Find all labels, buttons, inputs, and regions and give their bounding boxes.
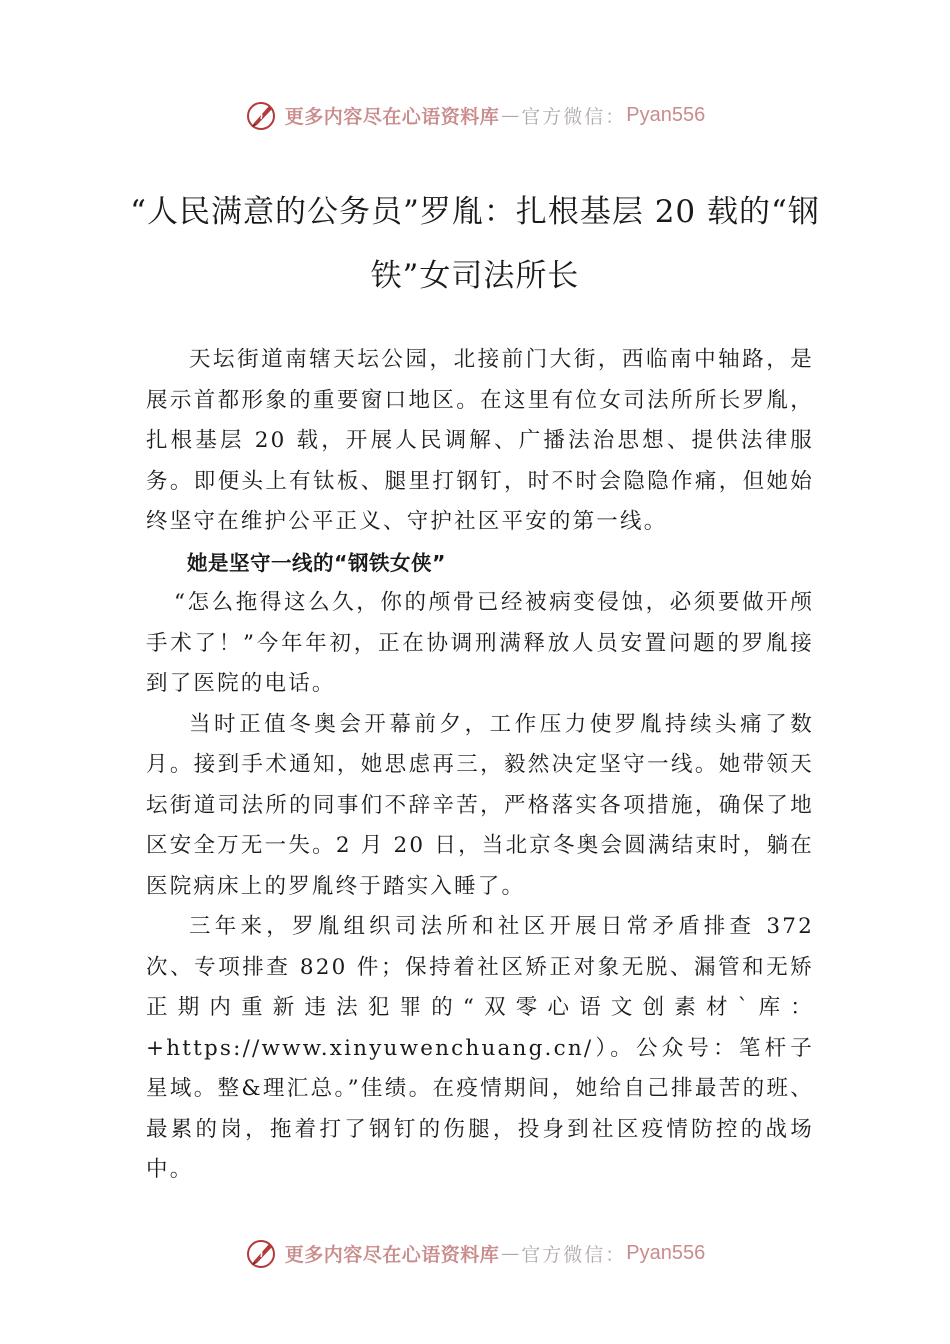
- banner-wechat-id: Pyan556: [626, 103, 706, 126]
- paragraph-winter-olympics: 当时正值冬奥会开幕前夕，工作压力使罗胤持续头痛了数月。接到手术通知，她思虑再三，毅然决定坚守一线。她带领天坛街道司法所的同事们不辞辛苦，严格落实各项措施，确保了地区安全万无一失。2 月 20 日，当北京冬奥会圆满结束时，躺在医院病床上的罗胤终于踏实入睡了。: [146, 711, 814, 899]
- paragraph-intro: 天坛街道南辖天坛公园，北接前门大街，西临南中轴路，是展示首都形象的重要窗口地区。在这里有位女司法所所长罗胤，扎根基层 20 载，开展人民调解、广播法治思想、提供法律服务。即便头上有钛板、腿里打钢钉，时不时会隐隐作痛，但她始终坚守在维护公平正义、守护社区平安的第一线。: [146, 347, 814, 534]
- section-heading: 她是坚守一线的“钢铁女侠”: [187, 550, 446, 575]
- document-title: “人民满意的公务员”罗胤：扎根基层 20 载的“钢铁”女司法所长: [130, 194, 820, 294]
- header-banner: [0, 95, 950, 135]
- footer-banner: [0, 1233, 950, 1273]
- document-body: [146, 340, 814, 1191]
- footer-wechat-label: 官方微信：: [521, 1243, 627, 1266]
- pen-logo-icon: [245, 98, 279, 132]
- banner-dash: —: [501, 104, 520, 126]
- pen-logo-icon: [245, 1236, 279, 1270]
- footer-brand: 更多内容尽在心语资料库: [284, 1243, 500, 1266]
- banner-brand: 更多内容尽在心语资料库: [284, 105, 500, 128]
- paragraph-three-years: 三年来，罗胤组织司法所和社区开展日常矛盾排查 372 次、专项排查 820 件；保持着社区矫正对象无脱、漏管和无矫正期内重新违法犯罪的“双零心语文创素材`库：+https://www.xinyuwenchuang.cn/）。公众号：笔杆子星域。整&理汇总。”佳绩。在疫情期间，她给自己排最苦的班、最累的岗，拖着打了钢钉的伤腿，投身到社区疫情防控的战场中。: [146, 914, 814, 1182]
- footer-dash: —: [501, 1242, 520, 1264]
- banner-wechat-label: 官方微信：: [521, 105, 627, 128]
- footer-wechat-id: Pyan556: [626, 1241, 706, 1264]
- paragraph-quote: “怎么拖得这么久，你的颅骨已经被病变侵蚀，必须要做开颅手术了！”今年年初，正在协调刑满释放人员安置问题的罗胤接到了医院的电话。: [146, 590, 814, 696]
